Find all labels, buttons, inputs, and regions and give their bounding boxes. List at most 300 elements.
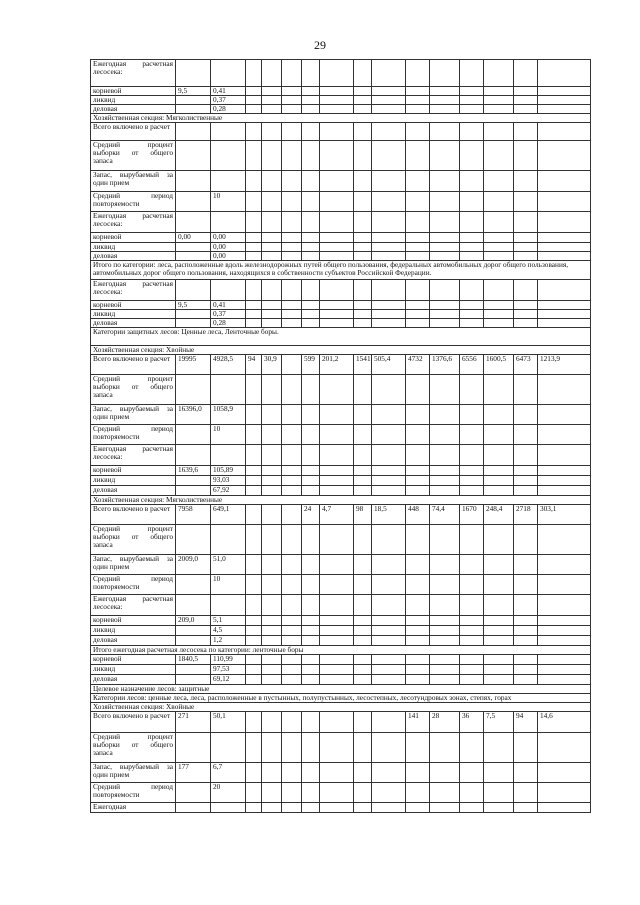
row-label: деловая xyxy=(91,486,176,496)
table-row xyxy=(91,476,591,486)
table-cell xyxy=(514,783,538,803)
table-row xyxy=(91,171,591,192)
table-cell xyxy=(372,243,406,252)
row-label: Средний процент выборки от общего запаса xyxy=(91,525,176,555)
table-cell xyxy=(320,60,354,87)
table-cell xyxy=(372,141,406,171)
table-cell xyxy=(372,445,406,466)
table-cell xyxy=(514,575,538,595)
table-cell xyxy=(372,60,406,87)
table-cell: 10 xyxy=(211,425,246,445)
table-cell xyxy=(484,212,514,233)
table-row xyxy=(91,675,591,685)
table-cell: 7958 xyxy=(176,505,211,525)
row-label: Ежегодная xyxy=(91,803,176,813)
table-cell xyxy=(460,616,484,626)
table-cell xyxy=(514,171,538,192)
table-row xyxy=(91,375,591,405)
table-cell xyxy=(176,319,211,328)
table-cell xyxy=(460,171,484,192)
table-cell xyxy=(354,616,372,626)
table-cell xyxy=(320,212,354,233)
table-cell xyxy=(302,636,320,646)
table-cell xyxy=(430,425,460,445)
table-cell xyxy=(282,626,302,636)
table-cell xyxy=(372,575,406,595)
table-cell xyxy=(538,616,591,626)
table-cell xyxy=(538,476,591,486)
table-cell: 6556 xyxy=(460,355,484,375)
row-label: корневой xyxy=(91,655,176,665)
table-cell xyxy=(282,171,302,192)
row-label: Ежегодная расчетная лесосека: xyxy=(91,445,176,466)
table-cell: 14,6 xyxy=(538,712,591,733)
table-cell xyxy=(320,733,354,763)
table-cell xyxy=(514,310,538,319)
table-cell xyxy=(282,466,302,476)
table-cell xyxy=(354,310,372,319)
table-cell xyxy=(372,319,406,328)
table-cell xyxy=(430,466,460,476)
table-cell xyxy=(514,141,538,171)
table-cell xyxy=(514,466,538,476)
table-cell xyxy=(176,96,211,105)
table-cell: 74,4 xyxy=(430,505,460,525)
table-cell xyxy=(302,476,320,486)
table-cell: 93,03 xyxy=(211,476,246,486)
section-row xyxy=(91,328,591,346)
table-cell xyxy=(514,486,538,496)
table-cell xyxy=(484,123,514,141)
table-cell xyxy=(430,636,460,646)
section-heading: Хозяйственная секция: Хвойные xyxy=(91,346,591,355)
table-cell xyxy=(406,171,430,192)
table-row xyxy=(91,192,591,212)
table-cell xyxy=(460,525,484,555)
table-cell xyxy=(406,476,430,486)
table-cell: 1541 xyxy=(354,355,372,375)
table-cell xyxy=(262,575,282,595)
table-cell xyxy=(176,636,211,646)
table-cell xyxy=(514,375,538,405)
row-label: корневой xyxy=(91,87,176,96)
table-cell xyxy=(484,445,514,466)
table-cell xyxy=(406,310,430,319)
table-cell xyxy=(430,301,460,310)
table-cell: 649,1 xyxy=(211,505,246,525)
table-cell xyxy=(406,486,430,496)
table-cell xyxy=(430,60,460,87)
table-cell xyxy=(354,60,372,87)
table-cell xyxy=(406,96,430,105)
table-cell: 0,37 xyxy=(211,96,246,105)
table-row xyxy=(91,96,591,105)
table-cell xyxy=(262,466,282,476)
table-cell xyxy=(484,60,514,87)
table-cell xyxy=(538,212,591,233)
table-cell: 177 xyxy=(176,763,211,783)
table-cell xyxy=(282,665,302,675)
table-cell xyxy=(282,486,302,496)
table-row xyxy=(91,105,591,114)
table-cell xyxy=(262,141,282,171)
table-cell xyxy=(354,675,372,685)
table-cell: 1670 xyxy=(460,505,484,525)
table-row xyxy=(91,665,591,675)
table-cell xyxy=(372,405,406,425)
table-cell xyxy=(484,803,514,813)
table-cell xyxy=(430,555,460,575)
row-label: Средний период повторяемости xyxy=(91,192,176,212)
forest-harvest-table xyxy=(90,59,591,813)
table-row xyxy=(91,141,591,171)
table-cell xyxy=(514,192,538,212)
table-cell xyxy=(406,555,430,575)
table-row xyxy=(91,252,591,261)
table-cell xyxy=(406,105,430,114)
table-cell xyxy=(320,243,354,252)
table-row xyxy=(91,486,591,496)
table-cell: 18,5 xyxy=(372,505,406,525)
section-row xyxy=(91,346,591,355)
table-cell: 1376,6 xyxy=(430,355,460,375)
table-cell xyxy=(302,763,320,783)
section-row xyxy=(91,646,591,655)
table-cell xyxy=(262,712,282,733)
table-cell xyxy=(460,655,484,665)
table-cell xyxy=(460,595,484,616)
table-cell xyxy=(406,405,430,425)
table-cell xyxy=(282,87,302,96)
table-cell xyxy=(211,280,246,301)
table-cell xyxy=(430,486,460,496)
table-cell xyxy=(354,212,372,233)
table-cell xyxy=(406,636,430,646)
table-cell xyxy=(430,525,460,555)
table-cell xyxy=(538,243,591,252)
table-cell xyxy=(262,171,282,192)
table-cell xyxy=(406,675,430,685)
table-cell xyxy=(460,675,484,685)
table-row xyxy=(91,712,591,733)
table-cell xyxy=(406,319,430,328)
table-cell xyxy=(262,252,282,261)
table-cell xyxy=(302,280,320,301)
table-cell: 10 xyxy=(211,192,246,212)
table-cell xyxy=(430,319,460,328)
table-cell xyxy=(538,803,591,813)
row-label: Запас, вырубаемый за один прием xyxy=(91,763,176,783)
table-cell xyxy=(176,60,211,87)
table-cell xyxy=(282,712,302,733)
table-cell xyxy=(372,171,406,192)
table-cell xyxy=(282,505,302,525)
table-cell xyxy=(484,96,514,105)
table-cell xyxy=(460,466,484,476)
table-cell xyxy=(372,375,406,405)
table-cell xyxy=(354,252,372,261)
table-cell: 271 xyxy=(176,712,211,733)
table-cell xyxy=(320,87,354,96)
table-cell xyxy=(246,301,262,310)
table-cell xyxy=(406,616,430,626)
table-cell xyxy=(176,171,211,192)
table-cell xyxy=(176,243,211,252)
table-cell xyxy=(372,712,406,733)
table-cell: 4928,5 xyxy=(211,355,246,375)
table-cell xyxy=(372,783,406,803)
table-cell xyxy=(354,555,372,575)
table-cell xyxy=(460,192,484,212)
row-label: Запас, вырубаемый за один прием xyxy=(91,555,176,575)
table-cell xyxy=(246,105,262,114)
table-cell xyxy=(282,445,302,466)
table-cell xyxy=(354,763,372,783)
table-cell xyxy=(282,310,302,319)
table-cell xyxy=(302,141,320,171)
table-cell xyxy=(282,405,302,425)
table-cell xyxy=(484,425,514,445)
table-cell xyxy=(354,803,372,813)
table-cell xyxy=(246,375,262,405)
table-cell xyxy=(406,141,430,171)
table-cell xyxy=(176,575,211,595)
table-cell xyxy=(246,803,262,813)
table-cell: 10 xyxy=(211,575,246,595)
table-cell xyxy=(430,655,460,665)
table-cell xyxy=(460,233,484,243)
table-cell xyxy=(354,280,372,301)
table-cell: 94 xyxy=(246,355,262,375)
table-cell xyxy=(372,96,406,105)
table-cell xyxy=(460,310,484,319)
table-cell xyxy=(246,675,262,685)
table-cell xyxy=(372,803,406,813)
table-cell xyxy=(246,783,262,803)
table-cell xyxy=(514,87,538,96)
table-cell xyxy=(302,60,320,87)
table-cell xyxy=(406,252,430,261)
table-cell xyxy=(354,466,372,476)
table-cell xyxy=(176,675,211,685)
table-cell xyxy=(320,655,354,665)
table-cell xyxy=(460,783,484,803)
table-cell xyxy=(406,375,430,405)
table-cell xyxy=(460,733,484,763)
table-cell xyxy=(372,87,406,96)
table-cell: 51,0 xyxy=(211,555,246,575)
table-cell xyxy=(282,141,302,171)
table-cell xyxy=(406,60,430,87)
table-cell xyxy=(372,466,406,476)
table-cell xyxy=(372,665,406,675)
table-cell xyxy=(484,476,514,486)
table-cell xyxy=(484,87,514,96)
table-cell: 1840,5 xyxy=(176,655,211,665)
row-label: корневой xyxy=(91,466,176,476)
table-cell: 16396,0 xyxy=(176,405,211,425)
table-cell xyxy=(302,575,320,595)
section-heading: Хозяйственная секция: Хвойные xyxy=(91,703,591,712)
table-cell xyxy=(262,803,282,813)
table-cell xyxy=(460,486,484,496)
table-cell xyxy=(282,243,302,252)
table-cell xyxy=(302,466,320,476)
table-cell xyxy=(538,466,591,476)
table-cell: 97,53 xyxy=(211,665,246,675)
table-cell: 201,2 xyxy=(320,355,354,375)
table-cell xyxy=(460,476,484,486)
table-cell xyxy=(246,310,262,319)
table-cell xyxy=(484,280,514,301)
table-row xyxy=(91,280,591,301)
table-cell xyxy=(354,783,372,803)
table-row xyxy=(91,425,591,445)
table-cell xyxy=(406,575,430,595)
table-cell xyxy=(302,595,320,616)
section-heading: Категории защитных лесов: Ценные леса, Ленточные боры. xyxy=(91,328,591,346)
table-row xyxy=(91,626,591,636)
table-cell xyxy=(514,525,538,555)
table-cell xyxy=(354,655,372,665)
table-cell xyxy=(320,486,354,496)
table-cell xyxy=(302,405,320,425)
table-cell xyxy=(514,96,538,105)
table-cell xyxy=(320,636,354,646)
table-cell xyxy=(406,733,430,763)
table-cell xyxy=(406,192,430,212)
table-cell: 4,5 xyxy=(211,626,246,636)
table-cell xyxy=(302,123,320,141)
table-row xyxy=(91,555,591,575)
table-cell xyxy=(282,60,302,87)
table-cell xyxy=(176,212,211,233)
table-cell xyxy=(262,505,282,525)
table-cell xyxy=(430,192,460,212)
table-cell xyxy=(430,626,460,636)
table-row xyxy=(91,525,591,555)
section-row xyxy=(91,496,591,505)
table-cell xyxy=(176,375,211,405)
table-cell xyxy=(514,280,538,301)
table-cell xyxy=(320,555,354,575)
table-cell xyxy=(484,555,514,575)
table-cell xyxy=(246,319,262,328)
table-cell xyxy=(430,405,460,425)
table-cell xyxy=(320,192,354,212)
table-cell xyxy=(406,123,430,141)
table-cell xyxy=(372,105,406,114)
table-cell xyxy=(246,243,262,252)
table-cell xyxy=(246,595,262,616)
table-cell xyxy=(282,636,302,646)
table-cell xyxy=(262,486,282,496)
table-cell xyxy=(460,405,484,425)
row-label: Средний процент выборки от общего запаса xyxy=(91,733,176,763)
table-cell xyxy=(246,96,262,105)
table-cell xyxy=(538,96,591,105)
table-cell xyxy=(372,212,406,233)
table-cell xyxy=(484,171,514,192)
table-cell xyxy=(246,636,262,646)
table-row xyxy=(91,355,591,375)
table-cell xyxy=(460,803,484,813)
table-cell xyxy=(484,575,514,595)
table-cell xyxy=(176,280,211,301)
table-cell xyxy=(430,310,460,319)
table-cell: 0,41 xyxy=(211,301,246,310)
table-cell xyxy=(538,375,591,405)
table-cell xyxy=(430,87,460,96)
table-cell: 448 xyxy=(406,505,430,525)
table-cell xyxy=(372,555,406,575)
section-row xyxy=(91,114,591,123)
table-cell xyxy=(538,665,591,675)
table-cell xyxy=(176,445,211,466)
table-cell xyxy=(211,803,246,813)
table-cell xyxy=(430,243,460,252)
table-cell xyxy=(302,375,320,405)
table-cell: 36 xyxy=(460,712,484,733)
table-cell xyxy=(484,486,514,496)
table-cell xyxy=(484,233,514,243)
section-row xyxy=(91,703,591,712)
table-cell xyxy=(460,665,484,675)
table-cell xyxy=(538,783,591,803)
table-cell xyxy=(262,555,282,575)
table-cell xyxy=(354,233,372,243)
table-cell xyxy=(354,575,372,595)
table-cell xyxy=(372,733,406,763)
table-cell xyxy=(514,733,538,763)
table-cell xyxy=(484,525,514,555)
table-cell: 248,4 xyxy=(484,505,514,525)
table-cell xyxy=(406,280,430,301)
table-cell xyxy=(538,595,591,616)
table-cell xyxy=(246,486,262,496)
table-cell xyxy=(302,783,320,803)
table-cell xyxy=(282,319,302,328)
table-cell xyxy=(430,96,460,105)
table-cell xyxy=(320,171,354,192)
table-cell xyxy=(354,243,372,252)
row-label: ликвид xyxy=(91,626,176,636)
table-cell xyxy=(176,252,211,261)
table-cell xyxy=(282,595,302,616)
table-cell: 0,00 xyxy=(211,252,246,261)
table-row xyxy=(91,301,591,310)
table-cell xyxy=(484,763,514,783)
table-cell xyxy=(176,595,211,616)
row-label: деловая xyxy=(91,105,176,114)
row-label: деловая xyxy=(91,252,176,261)
row-label: Всего включено в расчет xyxy=(91,123,176,141)
table-cell: 28 xyxy=(430,712,460,733)
table-cell xyxy=(302,233,320,243)
table-cell xyxy=(484,141,514,171)
table-cell xyxy=(302,192,320,212)
table-cell xyxy=(320,375,354,405)
table-cell xyxy=(302,555,320,575)
table-cell: 0,28 xyxy=(211,105,246,114)
table-cell xyxy=(460,212,484,233)
table-cell: 1058,9 xyxy=(211,405,246,425)
table-cell xyxy=(538,252,591,261)
table-cell xyxy=(262,405,282,425)
table-cell xyxy=(302,675,320,685)
table-cell: 105,89 xyxy=(211,466,246,476)
table-cell xyxy=(430,575,460,595)
